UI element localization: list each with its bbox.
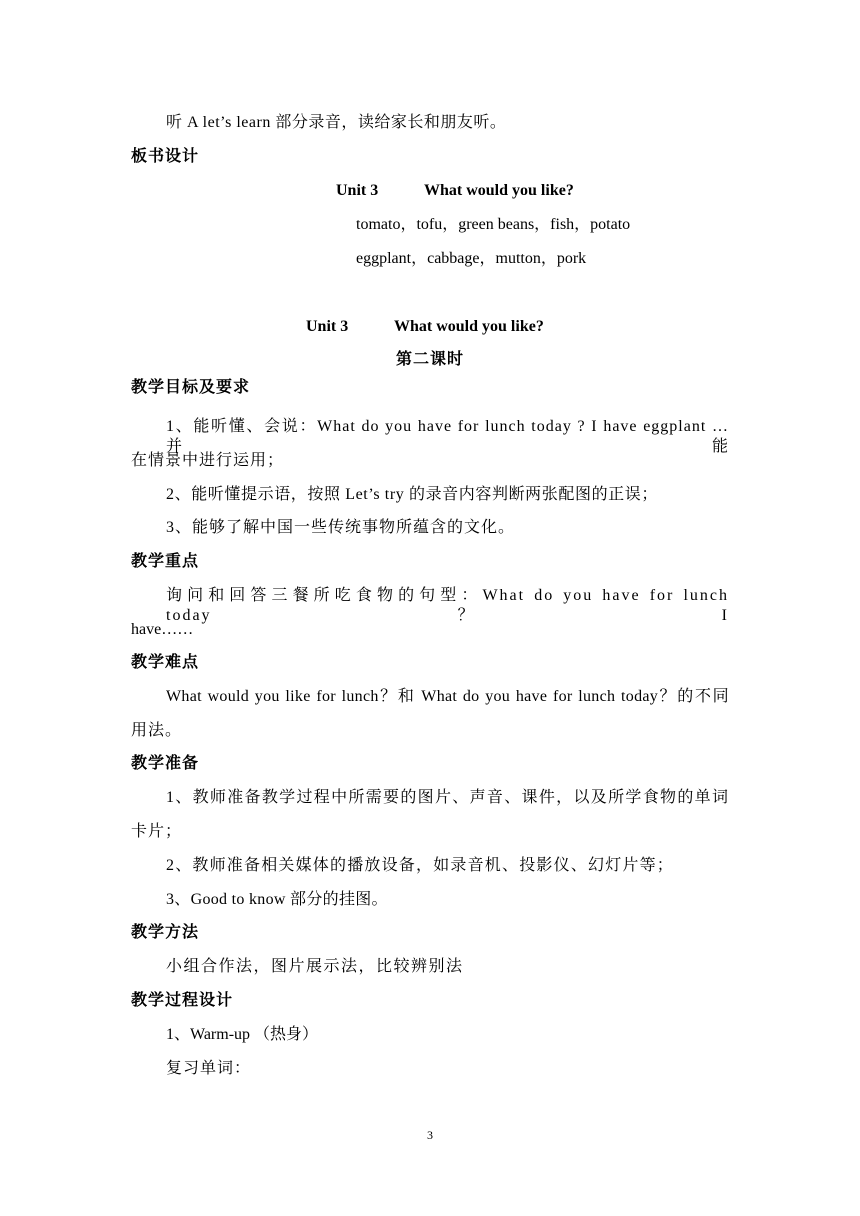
preparation-item-2: 2、教师准备相关媒体的播放设备，如录音机、投影仪、幻灯片等； — [166, 857, 675, 874]
page-number: 3 — [427, 1128, 433, 1142]
homework-line: 听 A let’s learn 部分录音，读给家长和朋友听。 — [166, 114, 507, 131]
lesson-unit-title: What would you like? — [394, 318, 544, 335]
methods-heading: 教学方法 — [131, 924, 200, 941]
preparation-item-1-line-2: 卡片； — [131, 823, 183, 840]
goal-item-3: 3、能够了解中国一些传统事物所蕴含的文化。 — [166, 519, 516, 536]
key-points-line-1: 询问和回答三餐所吃食物的句型：What do you have for lunch today？I — [166, 587, 729, 624]
board-design-heading: 板书设计 — [131, 148, 200, 165]
difficulties-heading: 教学难点 — [131, 654, 200, 671]
key-points-line-2: have…… — [131, 621, 194, 638]
goal-item-2: 2、能听懂提示语，按照 Let’s try 的录音内容判断两张配图的正误； — [166, 486, 658, 503]
difficulties-line-2: 用法。 — [131, 722, 183, 739]
board-unit-title: What would you like? — [424, 182, 574, 199]
preparation-heading: 教学准备 — [131, 755, 200, 772]
difficulties-line-1: What would you like for lunch？和 What do you have for lunch today？的不同 — [166, 688, 729, 705]
process-step-1-sub: 复习单词： — [166, 1060, 252, 1077]
goal-item-1-line-1: 1、能听懂、会说：What do you have for lunch today ? I have eggplant …并能 — [166, 418, 729, 455]
preparation-item-1-line-1: 1、教师准备教学过程中所需要的图片、声音、课件，以及所学食物的单词 — [166, 789, 729, 806]
board-unit-label: Unit 3 — [336, 182, 379, 199]
preparation-item-3: 3、Good to know 部分的挂图。 — [166, 891, 388, 908]
methods-text: 小组合作法，图片展示法，比较辨别法 — [166, 958, 464, 975]
lesson-unit-label: Unit 3 — [306, 318, 349, 335]
board-words-line-1: tomato，tofu，green beans，fish，potato — [356, 216, 631, 233]
goal-item-1-line-2: 在情景中进行运用； — [131, 452, 285, 469]
process-step-1: 1、Warm-up （热身） — [166, 1026, 319, 1043]
process-heading: 教学过程设计 — [131, 992, 234, 1009]
board-words-line-2: eggplant，cabbage，mutton，pork — [356, 250, 587, 267]
key-points-heading: 教学重点 — [131, 553, 200, 570]
lesson-period: 第二课时 — [395, 351, 464, 368]
goals-heading: 教学目标及要求 — [131, 379, 251, 396]
